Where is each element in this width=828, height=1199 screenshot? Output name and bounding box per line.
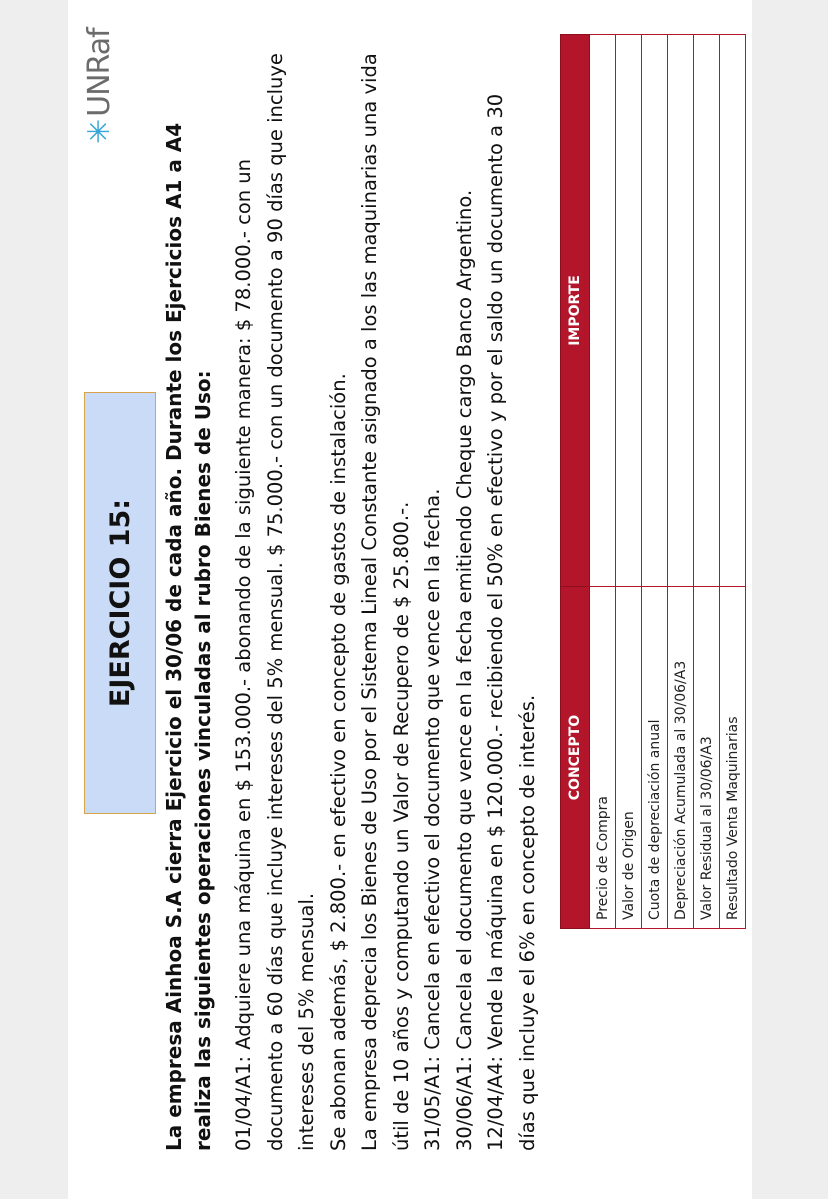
logo-text: UNRaf <box>82 28 117 117</box>
paragraph: 31/05/A1: Cancela en efectivo el documento que vence en la fecha. <box>421 488 444 1151</box>
intro-text: La empresa Ainhoa S.A cierra Ejercicio el 30/06 de cada año. Durante los Ejercicios A1 a A4 realiza las siguientes operaciones vinculadas al rubro Bienes de Uso: <box>162 122 215 1151</box>
title-box <box>84 392 156 814</box>
results-table <box>560 34 746 929</box>
importe-cell[interactable] <box>590 35 616 587</box>
concepto-cell: Depreciación Acumulada al 30/06/A3 <box>668 587 694 929</box>
paragraph: 01/04/A1: Adquiere una máquina en $ 153.000.- abonando de la siguiente manera: $ 78.000.- con un documento a 60 días que incluye intereses del 5% mensual. $ 75.000.- con un documento a 90 días que incluye intereses del 5% mensual. <box>232 53 318 1151</box>
importe-cell[interactable] <box>616 35 642 587</box>
header-importe: IMPORTE <box>561 35 590 587</box>
page-title: EJERCICIO 15: <box>104 498 136 708</box>
star-icon: ✳ <box>82 119 117 144</box>
concepto-cell: Valor de Origen <box>616 587 642 929</box>
paragraph: 12/04/A4: Vende la máquina en $ 120.000.- recibiendo el 50% en efectivo y por el saldo un documento a 30 días que incluye el 6% en concepto de interés. <box>484 93 539 1151</box>
table-row <box>668 35 694 929</box>
slide <box>68 0 752 1199</box>
table-row <box>694 35 720 929</box>
paragraph: Se abonan además, $ 2.800.- en efectivo en concepto de gastos de instalación. <box>326 373 350 1151</box>
table-row <box>616 35 642 929</box>
paragraph: 30/06/A1: Cancela el documento que vence en la fecha emitiendo Cheque cargo Banco Argentino. <box>452 189 476 1151</box>
table-header-row <box>561 35 590 929</box>
header-concepto: CONCEPTO <box>561 587 590 929</box>
importe-cell[interactable] <box>694 35 720 587</box>
exercise-body <box>228 51 543 1151</box>
table-row <box>642 35 668 929</box>
importe-cell[interactable] <box>668 35 694 587</box>
left-margin <box>0 0 68 1199</box>
concepto-cell: Cuota de depreciación anual <box>642 587 668 929</box>
concepto-cell: Valor Residual al 30/06/A3 <box>694 587 720 929</box>
table-row <box>720 35 746 929</box>
importe-cell[interactable] <box>720 35 746 587</box>
right-margin <box>752 0 828 1199</box>
importe-cell[interactable] <box>642 35 668 587</box>
table-row <box>590 35 616 929</box>
concepto-cell: Precio de Compra <box>590 587 616 929</box>
paragraph: La empresa deprecia los Bienes de Uso por el Sistema Lineal Constante asignado a los las maquinarias una vida útil de 10 años y computando un Valor de Recupero de $ 25.800.-. <box>358 53 413 1151</box>
logo <box>82 28 117 144</box>
concepto-cell: Resultado Venta Maquinarias <box>720 587 746 929</box>
